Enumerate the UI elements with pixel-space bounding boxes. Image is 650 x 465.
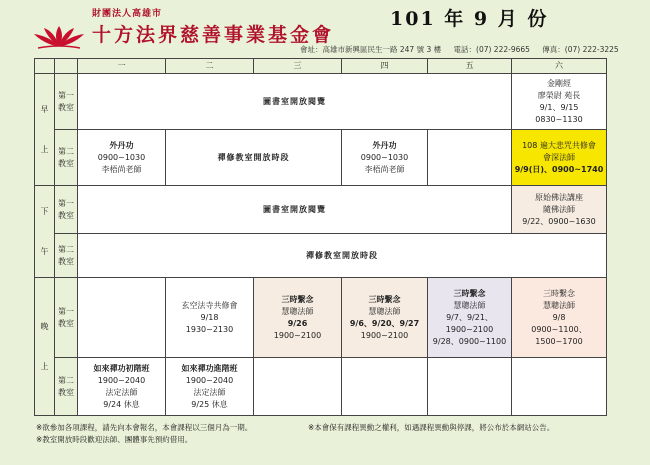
afternoon-room2-row	[35, 234, 607, 278]
day-fri: 五	[428, 59, 512, 74]
room-label: 第一教室	[55, 186, 78, 234]
note-changes: ※本會保有課程異動之權利，如遇課程異動與停課，將公布於本網站公告。	[308, 423, 555, 432]
room-label: 第二教室	[55, 130, 78, 186]
morning-meditation-open: 禪修教室開放時段	[166, 130, 342, 186]
schedule-table	[34, 58, 607, 416]
morning-sat-room2: 108 遍大悲咒共修會 會深法師 9/9(日)、0900~1740	[512, 130, 607, 186]
org-small-name: 財團法人高雄市	[92, 9, 163, 19]
fax: 傳真：(07) 222-3225	[542, 45, 619, 54]
evening-thu-room1: 三時繫念 慧聰法師 9/6、9/20、9/27 1900~2100	[342, 278, 428, 358]
afternoon-meditation-open: 禪修教室開放時段	[78, 234, 607, 278]
day-sat: 六	[512, 59, 607, 74]
day-header-row	[35, 59, 607, 74]
afternoon-library-open: 圖書室開放閱覽	[78, 186, 512, 234]
note-reservation: ※教室開放時段歡迎法師、團體事先預約借用。	[36, 435, 193, 444]
evening-room1-row	[35, 278, 607, 358]
room-label: 第二教室	[55, 234, 78, 278]
evening-wed-room2	[254, 358, 342, 416]
day-tue: 二	[166, 59, 254, 74]
period-evening: 晚 上	[35, 278, 55, 416]
period-morning: 早 上	[35, 74, 55, 186]
morning-thu-room2: 外丹功 0900~1030 李梧尚老師	[342, 130, 428, 186]
period-afternoon: 下 午	[35, 186, 55, 278]
afternoon-sat-room1: 原始佛法講座 隨佛法師 9/22、0900~1630	[512, 186, 607, 234]
phone: 電話：(07) 222-9665	[453, 45, 530, 54]
evening-thu-room2	[342, 358, 428, 416]
afternoon-room1-row	[35, 186, 607, 234]
morning-library-open: 圖書室開放閱覽	[78, 74, 512, 130]
room-label: 第一教室	[55, 74, 78, 130]
org-name: 十方法界慈善事業基金會	[92, 24, 335, 46]
morning-sat-room1: 金剛經 廖榮尉 苑長 9/1、9/15 0830~1130	[512, 74, 607, 130]
evening-sat-room2	[512, 358, 607, 416]
corner-cell	[35, 59, 55, 74]
evening-tue-room1: 玄空法寺共修會 9/18 1930~2130	[166, 278, 254, 358]
day-wed: 三	[254, 59, 342, 74]
evening-mon-room1	[78, 278, 166, 358]
header	[0, 0, 650, 58]
morning-room2-row	[35, 130, 607, 186]
evening-fri-room1: 三時繫念 慧聰法師 9/7、9/21、 1900~2100 9/28、0900~1100	[428, 278, 512, 358]
lotus-logo-icon	[32, 24, 86, 50]
room-label: 第二教室	[55, 358, 78, 416]
contact-info	[300, 44, 629, 55]
corner-cell	[55, 59, 78, 74]
note-registration: ※欲參加各項課程，請先向本會報名，本會課程以三個月為一期。	[36, 423, 253, 432]
address: 會址：高雄市新興區民生一路 247 號 3 樓	[300, 45, 442, 54]
day-thu: 四	[342, 59, 428, 74]
evening-room2-row	[35, 358, 607, 416]
morning-mon-room2: 外丹功 0900~1030 李梧尚老師	[78, 130, 166, 186]
evening-tue-room2: 如來禪功進階班 1900~2040 法定法師 9/25 休息	[166, 358, 254, 416]
room-label: 第一教室	[55, 278, 78, 358]
morning-fri-room2	[428, 130, 512, 186]
evening-sat-room1: 三時繫念 慧聰法師 9/8 0900~1100、 1500~1700	[512, 278, 607, 358]
evening-mon-room2: 如來禪功初階班 1900~2040 法定法師 9/24 休息	[78, 358, 166, 416]
day-mon: 一	[78, 59, 166, 74]
morning-room1-row	[35, 74, 607, 130]
footer-notes	[36, 422, 555, 446]
evening-fri-room2	[428, 358, 512, 416]
evening-wed-room1: 三時繫念 慧聰法師 9/26 1900~2100	[254, 278, 342, 358]
page-title: 101 年 9 月 份	[390, 8, 549, 30]
